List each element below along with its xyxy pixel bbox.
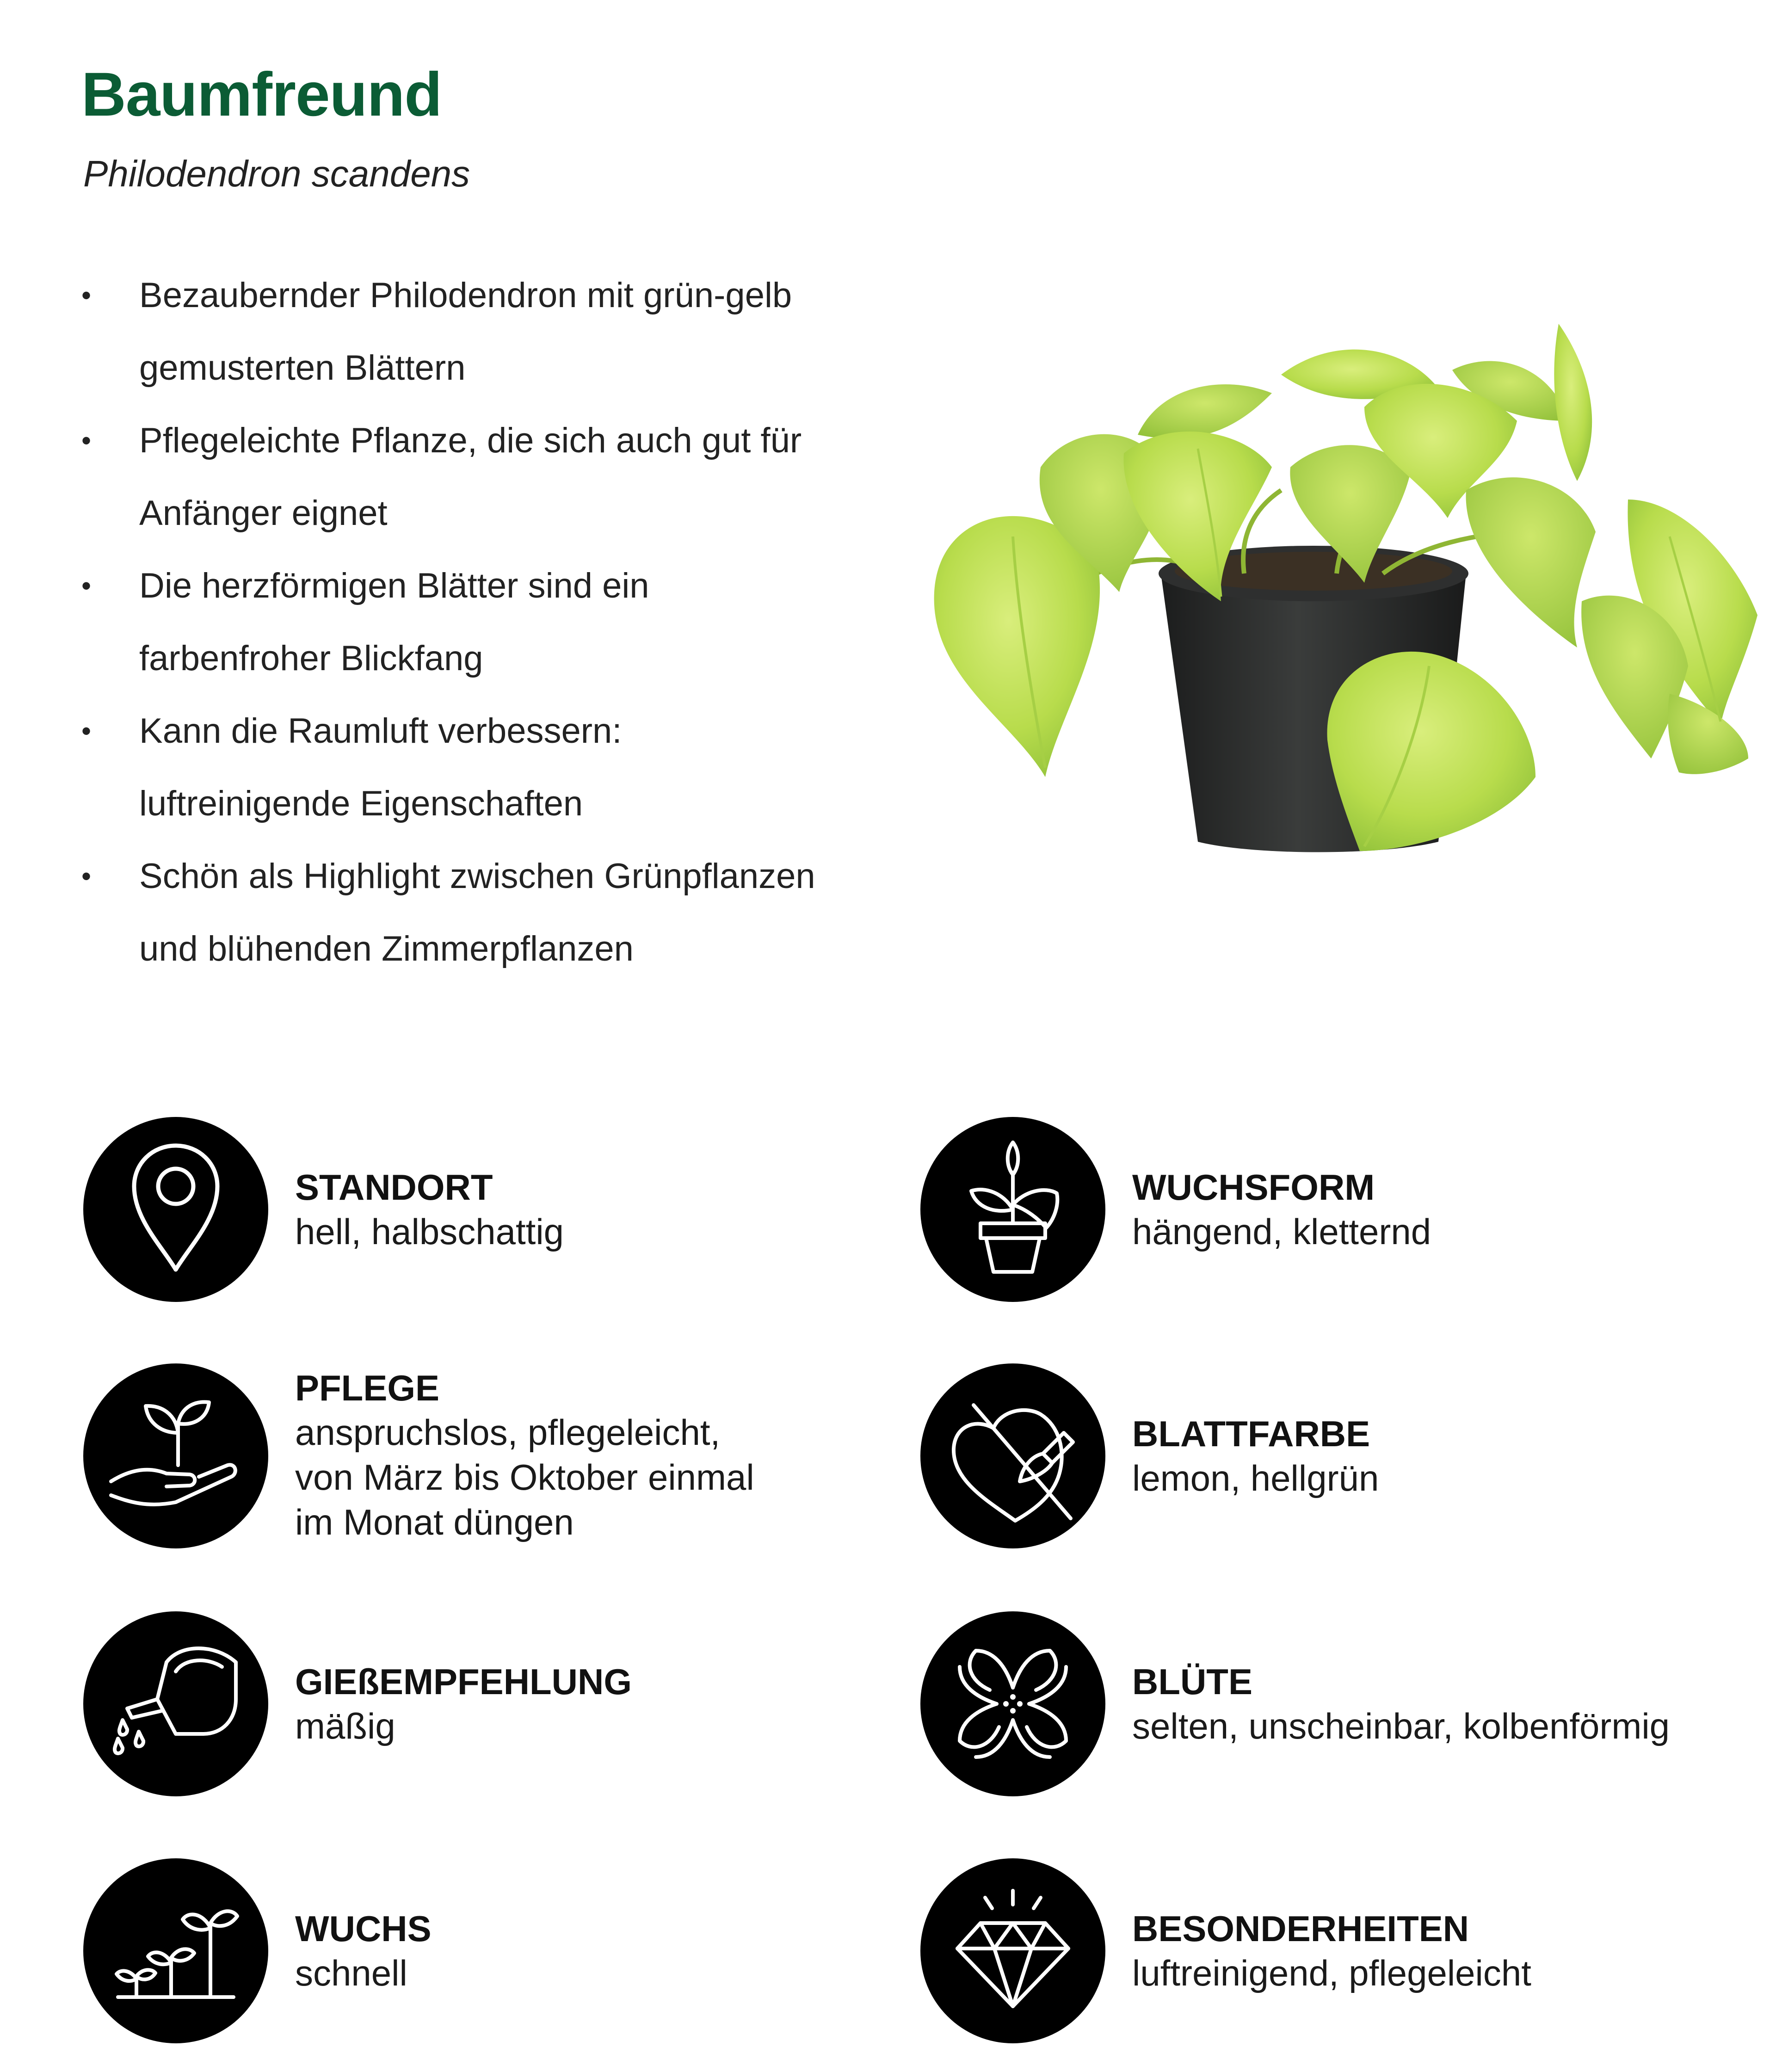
- bullet-text: gemusterten Blättern: [139, 348, 466, 388]
- feature-blattfarbe: [920, 1363, 1744, 1548]
- bullet-text: Bezaubernder Philodendron mit grün-gelb: [139, 276, 792, 315]
- flower-icon: [920, 1611, 1105, 1796]
- feature-value: schnell: [295, 1952, 407, 1993]
- botanical-name: Philodendron scandens: [83, 153, 470, 194]
- bullet-text: und blühenden Zimmerpflanzen: [139, 929, 634, 968]
- feature-pflege: [83, 1363, 906, 1548]
- feature-standort: [83, 1117, 906, 1302]
- location-pin-icon: [83, 1117, 268, 1302]
- feature-bluete: [920, 1611, 1744, 1796]
- bullet-item: [81, 404, 932, 549]
- seedling-hand-icon: [83, 1363, 268, 1548]
- feature-value: hell, halbschattig: [295, 1211, 564, 1252]
- potted-plant-icon: [920, 1117, 1105, 1302]
- bullet-item: [81, 695, 932, 840]
- bullet-item: [81, 259, 932, 404]
- feature-label: WUCHSFORM: [1132, 1166, 1375, 1208]
- feature-label: PFLEGE: [295, 1368, 440, 1408]
- feature-value: lemon, hellgrün: [1132, 1457, 1379, 1498]
- feature-besonderheiten: [920, 1858, 1744, 2043]
- bullet-dot: •: [81, 715, 92, 746]
- feature-giessempfehlung: [83, 1611, 906, 1796]
- watering-can-icon: [83, 1611, 268, 1796]
- bullet-text: luftreinigende Eigenschaften: [139, 784, 583, 823]
- bullet-text: Schön als Highlight zwischen Grünpflanzen: [139, 857, 815, 896]
- feature-value: anspruchslos, pflegeleicht,: [295, 1412, 721, 1453]
- bullet-text: farbenfroher Blickfang: [139, 639, 483, 678]
- plant-image: [920, 314, 1767, 883]
- feature-bullet-list: [81, 259, 932, 985]
- growing-sprouts-icon: [83, 1858, 268, 2043]
- feature-value: mäßig: [295, 1705, 395, 1746]
- diamond-icon: [920, 1858, 1105, 2043]
- feature-wuchs: [83, 1858, 906, 2043]
- feature-value: luftreinigend, pflegeleicht: [1132, 1952, 1531, 1993]
- feature-label: STANDORT: [295, 1166, 493, 1208]
- bullet-dot: •: [81, 425, 92, 456]
- feature-wuchsform: [920, 1117, 1744, 1302]
- feature-label: BLÜTE: [1132, 1661, 1252, 1702]
- feature-value: hängend, kletternd: [1132, 1211, 1431, 1252]
- feature-label: WUCHS: [295, 1908, 432, 1949]
- bullet-text: Kann die Raumluft verbessern:: [139, 711, 622, 751]
- feature-value: selten, unscheinbar, kolbenförmig: [1132, 1705, 1670, 1746]
- product-title: Baumfreund: [81, 60, 442, 129]
- feature-label: BLATTFARBE: [1132, 1413, 1370, 1454]
- bullet-item: [81, 840, 932, 985]
- feature-label: GIEßEMPFEHLUNG: [295, 1661, 632, 1702]
- bullet-dot: •: [81, 861, 92, 892]
- leaf-brush-icon: [920, 1363, 1105, 1548]
- feature-value: im Monat düngen: [295, 1502, 574, 1542]
- feature-value: von März bis Oktober einmal: [295, 1457, 754, 1498]
- bullet-dot: •: [81, 570, 92, 601]
- bullet-text: Anfänger eignet: [139, 493, 388, 533]
- bullet-item: [81, 549, 932, 695]
- bullet-dot: •: [81, 280, 92, 311]
- bullet-text: Die herzförmigen Blätter sind ein: [139, 566, 649, 605]
- feature-label: BESONDERHEITEN: [1132, 1908, 1469, 1949]
- bullet-text: Pflegeleichte Pflanze, die sich auch gut für: [139, 421, 802, 460]
